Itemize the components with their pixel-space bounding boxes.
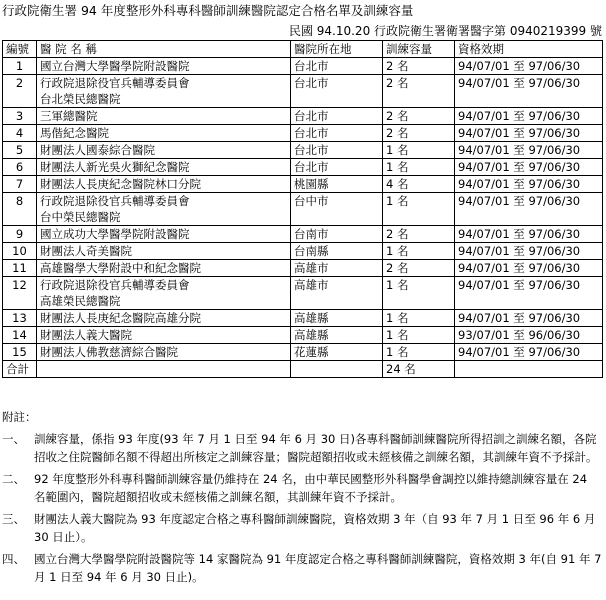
table-row — [3, 125, 603, 142]
hospital-location: 桃園縣 — [291, 176, 383, 193]
hospital-name — [37, 142, 291, 159]
training-capacity: 1 名 — [383, 277, 455, 310]
hospital-name-line: 高雄榮民總醫院 — [40, 294, 121, 308]
hospital-name — [37, 226, 291, 243]
note-number: 一、 — [2, 432, 25, 446]
validity-period: 94/07/01 至 97/06/30 — [455, 142, 603, 159]
validity-period: 94/07/01 至 97/06/30 — [455, 108, 603, 125]
table-row — [3, 327, 603, 344]
note-text: 國立台灣大學醫學院附設醫院等 14 家醫院為 91 年度認定合格之專科醫師訓練醫院，資格效期 3 年(自 91 年 7 月 1 日至 94 年 6 月 30 日止)。 — [34, 552, 602, 584]
training-capacity: 2 名 — [383, 75, 455, 108]
total-empty-city — [291, 361, 383, 378]
table-row — [3, 75, 603, 108]
table-row — [3, 108, 603, 125]
hospital-name — [37, 310, 291, 327]
hospital-name — [37, 108, 291, 125]
training-capacity: 2 名 — [383, 226, 455, 243]
training-capacity: 2 名 — [383, 260, 455, 277]
row-number: 14 — [3, 327, 37, 344]
hospital-name-line: 行政院退除役官兵輔導委員會 — [40, 194, 190, 208]
note-number: 三、 — [2, 512, 25, 526]
validity-period: 94/07/01 至 97/06/30 — [455, 159, 603, 176]
training-capacity: 1 名 — [383, 327, 455, 344]
row-number: 2 — [3, 75, 37, 108]
row-number: 3 — [3, 108, 37, 125]
row-number: 9 — [3, 226, 37, 243]
note-text: 財團法人義大醫院為 93 年度認定合格之專科醫師訓練醫院，資格效期 3 年（自 93 年 7 月 1 日至 96 年 6 月 30 日止）。 — [34, 512, 596, 544]
hospital-location: 花蓮縣 — [291, 344, 383, 361]
hospital-table — [2, 40, 603, 378]
table-header-row — [3, 41, 603, 58]
row-number: 4 — [3, 125, 37, 142]
validity-period: 94/07/01 至 97/06/30 — [455, 58, 603, 75]
hospital-name-line: 行政院退除役官兵輔導委員會 — [40, 278, 190, 292]
total-empty-validity — [455, 361, 603, 378]
hospital-name — [37, 260, 291, 277]
total-row — [3, 361, 603, 378]
hospital-name-line: 國立成功大學醫學院附設醫院 — [40, 227, 190, 241]
hospital-name — [37, 243, 291, 260]
hospital-name-line: 財團法人義大醫院 — [40, 328, 132, 342]
hospital-name — [37, 344, 291, 361]
hospital-name-line: 三軍總醫院 — [40, 109, 98, 123]
hospital-name-line: 台北榮民總醫院 — [40, 92, 121, 106]
training-capacity: 1 名 — [383, 344, 455, 361]
note-item — [2, 510, 602, 546]
row-number: 12 — [3, 277, 37, 310]
row-number: 7 — [3, 176, 37, 193]
hospital-name-line: 財團法人長庚紀念醫院高雄分院 — [40, 311, 201, 325]
table-row — [3, 260, 603, 277]
header-capacity: 訓練容量 — [383, 41, 455, 58]
table-row — [3, 142, 603, 159]
note-number: 四、 — [2, 552, 25, 566]
row-number: 6 — [3, 159, 37, 176]
table-row — [3, 344, 603, 361]
hospital-location: 台北市 — [291, 58, 383, 75]
hospital-name-line: 財團法人國泰綜合醫院 — [40, 143, 155, 157]
table-row — [3, 58, 603, 75]
notes-heading: 附註： — [2, 410, 37, 424]
note-item — [2, 470, 602, 506]
row-number: 5 — [3, 142, 37, 159]
total-label: 合計 — [3, 361, 37, 378]
row-number: 13 — [3, 310, 37, 327]
hospital-name-line: 財團法人長庚紀念醫院林口分院 — [40, 177, 201, 191]
total-capacity: 24 名 — [383, 361, 455, 378]
training-capacity: 2 名 — [383, 108, 455, 125]
note-number: 二、 — [2, 472, 25, 486]
hospital-name — [37, 277, 291, 310]
notes-list — [2, 430, 602, 586]
hospital-name — [37, 159, 291, 176]
validity-period: 94/07/01 至 97/06/30 — [455, 310, 603, 327]
hospital-location: 高雄市 — [291, 260, 383, 277]
hospital-location: 台中市 — [291, 193, 383, 226]
table-row — [3, 159, 603, 176]
hospital-name-line: 財團法人佛教慈濟綜合醫院 — [40, 345, 178, 359]
hospital-name-line: 財團法人新光吳火獅紀念醫院 — [40, 160, 190, 174]
note-item — [2, 550, 602, 586]
training-capacity: 1 名 — [383, 142, 455, 159]
header-validity: 資格效期 — [455, 41, 603, 58]
hospital-name-line: 行政院退除役官兵輔導委員會 — [40, 76, 190, 90]
total-empty-name — [37, 361, 291, 378]
validity-period: 94/07/01 至 97/06/30 — [455, 260, 603, 277]
hospital-location: 高雄縣 — [291, 310, 383, 327]
row-number: 8 — [3, 193, 37, 226]
hospital-name-line: 馬偕紀念醫院 — [40, 126, 109, 140]
hospital-location: 台北市 — [291, 159, 383, 176]
table-body — [3, 58, 603, 361]
training-capacity: 1 名 — [383, 243, 455, 260]
training-capacity: 1 名 — [383, 193, 455, 226]
hospital-name-line: 國立台灣大學醫學院附設醫院 — [40, 59, 190, 73]
validity-period: 94/07/01 至 97/06/30 — [455, 243, 603, 260]
hospital-location: 台北市 — [291, 108, 383, 125]
validity-period: 94/07/01 至 97/06/30 — [455, 125, 603, 142]
hospital-name — [37, 327, 291, 344]
row-number: 1 — [3, 58, 37, 75]
header-no: 編號 — [3, 41, 37, 58]
hospital-name-line: 財團法人奇美醫院 — [40, 244, 132, 258]
row-number: 15 — [3, 344, 37, 361]
row-number: 10 — [3, 243, 37, 260]
validity-period: 93/07/01 至 96/06/30 — [455, 327, 603, 344]
training-capacity: 1 名 — [383, 159, 455, 176]
hospital-location: 高雄縣 — [291, 327, 383, 344]
training-capacity: 2 名 — [383, 58, 455, 75]
note-text: 訓練容量，係指 93 年度(93 年 7 月 1 日至 94 年 6 月 30 日)各專科醫師訓練醫院所得招訓之訓練名額，各院招收之住院醫師名額不得超出所核定之訓練容量；醫院超額招收或未經核備之訓練名額，其訓練年資不予採計。 — [34, 432, 598, 464]
hospital-name — [37, 58, 291, 75]
hospital-location: 高雄市 — [291, 277, 383, 310]
table-row — [3, 277, 603, 310]
validity-period: 94/07/01 至 97/06/30 — [455, 226, 603, 243]
table-row — [3, 193, 603, 226]
row-number: 11 — [3, 260, 37, 277]
hospital-location: 台北市 — [291, 125, 383, 142]
hospital-name-line: 台中榮民總醫院 — [40, 210, 121, 224]
notes-section — [2, 408, 602, 586]
hospital-name — [37, 176, 291, 193]
hospital-location: 台南市 — [291, 226, 383, 243]
training-capacity: 2 名 — [383, 125, 455, 142]
hospital-name — [37, 75, 291, 108]
validity-period: 94/07/01 至 97/06/30 — [455, 193, 603, 226]
hospital-name — [37, 193, 291, 226]
validity-period: 94/07/01 至 97/06/30 — [455, 75, 603, 108]
header-hospital-name: 醫 院 名 稱 — [37, 41, 291, 58]
validity-period: 94/07/01 至 97/06/30 — [455, 344, 603, 361]
table-row — [3, 243, 603, 260]
hospital-name-line: 高雄醫學大學附設中和紀念醫院 — [40, 261, 201, 275]
hospital-location: 台北市 — [291, 75, 383, 108]
hospital-name — [37, 125, 291, 142]
header-location: 醫院所在地 — [291, 41, 383, 58]
note-item — [2, 430, 602, 466]
table-row — [3, 310, 603, 327]
validity-period: 94/07/01 至 97/06/30 — [455, 277, 603, 310]
reference-number: 民國 94.10.20 行政院衛生署衛署醫字第 0940219399 號 — [288, 24, 602, 38]
document-title: 行政院衛生署 94 年度整形外科專科醫師訓練醫院認定合格名單及訓練容量 — [2, 3, 414, 18]
note-text: 92 年度整形外科專科醫師訓練容量仍維持在 24 名，由中華民國整形外科醫學會調控以維持總訓練容量在 24 名範圍內，醫院超額招收或未經核備之訓練名額，其訓練年資不予採計。 — [34, 472, 588, 504]
table-row — [3, 176, 603, 193]
hospital-location: 台北市 — [291, 142, 383, 159]
hospital-location: 台南縣 — [291, 243, 383, 260]
training-capacity: 1 名 — [383, 310, 455, 327]
table-row — [3, 226, 603, 243]
training-capacity: 4 名 — [383, 176, 455, 193]
validity-period: 94/07/01 至 97/06/30 — [455, 176, 603, 193]
